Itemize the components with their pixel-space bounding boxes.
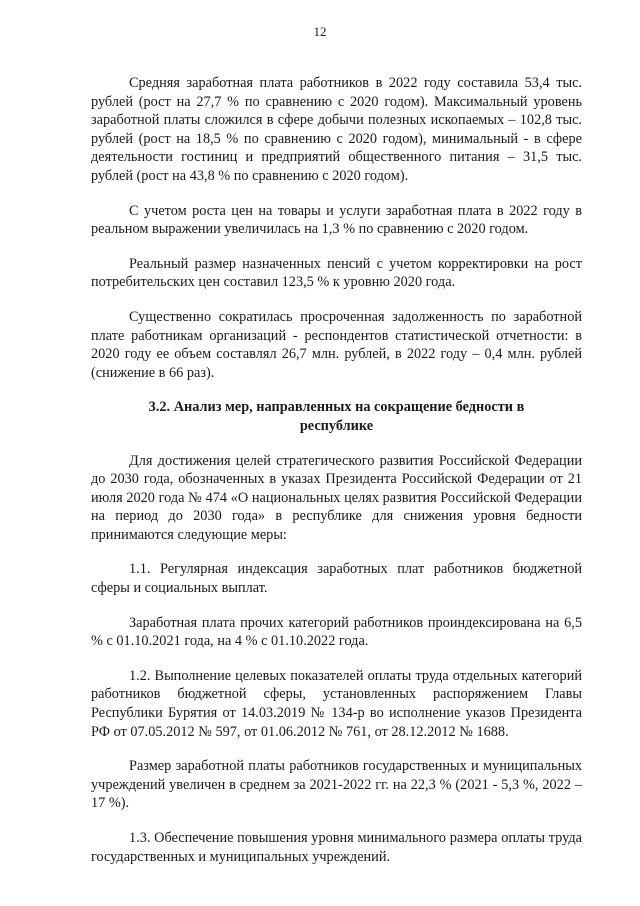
paragraph-wage-arrears: Существенно сократилась просроченная задолженность по заработной плате работникам организаций - респондентов статистической отчетности: в 2020 году ее объем составлял 26,7 млн. рублей, в 2022 году – 0,4 млн. рублей (снижение в 66 раз). <box>91 308 582 381</box>
paragraph-measure-1-2: 1.2. Выполнение целевых показателей оплаты труда отдельных категорий работников бюджетной сферы, установленных распоряжением Главы Республики Бурятия от 14.03.2019 № 134-р во исполнение указов Президента РФ от 07.05.2012 № 597, от 01.06.2012 № 761, от 28.12.2012 № 1688. <box>91 667 582 740</box>
paragraph-wage-increase: Размер заработной платы работников государственных и муниципальных учреждений увеличен в среднем за 2021-2022 гг. на 22,3 % (2021 - 5,3 %, 2022 – 17 %). <box>91 758 582 812</box>
paragraph-strategic-goals: Для достижения целей стратегического развития Российской Федерации до 2030 года, обозначенных в указах Президента Российской Федерации от 21 июля 2020 года № 474 «О национальных целях развития Российской Федерации на период до 2030 года» в республике для снижения уровня бедности принимаются следующие меры: <box>91 452 582 543</box>
paragraph-indexation: Заработная плата прочих категорий работников проиндексирована на 6,5 % с 01.10.2021 года, на 4 % с 01.10.2022 года. <box>91 614 582 650</box>
paragraph-measure-1-3: 1.3. Обеспечение повышения уровня минимального размера оплаты труда государственных и муниципальных учреждений. <box>91 830 582 865</box>
paragraph-average-wage: Средняя заработная плата работников в 2022 году составила 53,4 тыс. рублей (рост на 27,7 % по сравнению с 2020 годом). Максимальный уровень заработной платы сложился в сфере добычи полезных ископаемых – 102,8 тыс. рублей (рост на 18,5 % по сравнению с 2020 годом), минимальный - в сфере деятельности гостиниц и предприятий общественного питания – 31,5 тыс. рублей (рост на 43,8 % по сравнению с 2020 годом). <box>91 75 582 184</box>
document-body <box>91 74 582 882</box>
section-heading: 3.2. Анализ мер, направленных на сокращение бедности в республике <box>148 399 525 434</box>
paragraph-real-wage: С учетом роста цен на товары и услуги заработная плата в 2022 году в реальном выражении увеличилась на 1,3 % по сравнению с 2020 годом. <box>91 202 582 238</box>
paragraph-pensions: Реальный размер назначенных пенсий с учетом корректировки на рост потребительских цен составил 123,5 % к уровню 2020 года. <box>91 255 582 291</box>
paragraph-measure-1-1: 1.1. Регулярная индексация заработных плат работников бюджетной сферы и социальных выплат. <box>91 561 582 597</box>
page-number: 12 <box>313 24 327 39</box>
